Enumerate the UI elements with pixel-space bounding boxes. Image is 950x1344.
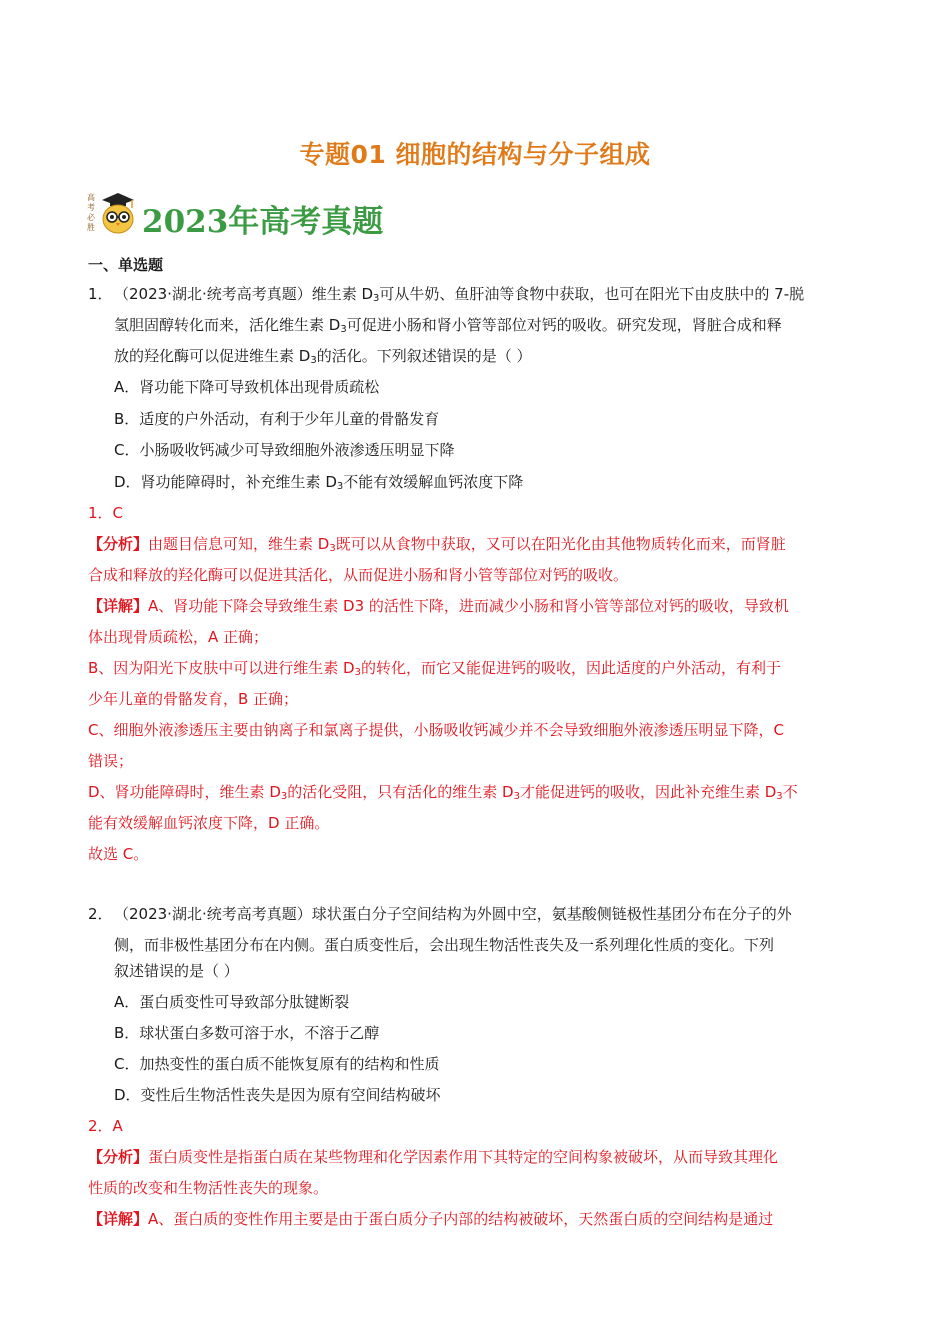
analysis-line: 错误； bbox=[88, 752, 134, 770]
option-c: C．小肠吸收钙减少可导致细胞外液渗透压明显下降 bbox=[114, 441, 455, 459]
svg-text:胜: 胜 bbox=[87, 223, 95, 232]
question-stem-line: 放的羟化酶可以促进维生素 $D_3$的活化。下列叙述错误的是（ ） bbox=[114, 347, 532, 366]
analysis-line: C、细胞外液渗透压主要由钠离子和氯离子提供，小肠吸收钙减少并不会导致细胞外液渗透压明显下降，C bbox=[88, 721, 784, 739]
analysis-line: 性质的改变和生物活性丧失的现象。 bbox=[88, 1179, 329, 1197]
answer-label: 2．A bbox=[88, 1117, 123, 1135]
analysis-line: 【分析】蛋白质变性是指蛋白质在某些物理和化学因素作用下其特定的空间构象被破坏，从而导致其理化 bbox=[88, 1148, 779, 1166]
analysis-line: 体出现骨质疏松，A 正确； bbox=[88, 628, 269, 646]
option-b: B．球状蛋白多数可溶于水，不溶于乙醇 bbox=[114, 1024, 380, 1042]
section-heading: 一、单选题 bbox=[88, 256, 164, 274]
analysis-line: 能有效缓解血钙浓度下降，D 正确。 bbox=[88, 814, 330, 832]
question-stem-line: 氢胆固醇转化而来，活化维生素 $D_3$可促进小肠和肾小管等部位对钙的吸收。研究发现，肾脏合成和释 bbox=[114, 316, 782, 335]
analysis-line: D、肾功能障碍时，维生素 $D_3$的活化受阻，只有活化的维生素 $D_3$才能促进钙的吸收，因此补充维生素 $D_3$不 bbox=[88, 783, 798, 802]
answer-label: 1．C bbox=[88, 504, 124, 522]
svg-text:高: 高 bbox=[87, 193, 95, 202]
option-a: A．蛋白质变性可导致部分肽键断裂 bbox=[114, 993, 350, 1011]
banner-heading: 2023年高考真题 bbox=[142, 204, 384, 240]
option-d: D．变性后生物活性丧失是因为原有空间结构破坏 bbox=[114, 1086, 441, 1104]
question-number: 1． bbox=[88, 285, 113, 303]
analysis-line: 【详解】A、蛋白质的变性作用主要是由于蛋白质分子内部的结构被破坏，天然蛋白质的空间结构是通过 bbox=[88, 1210, 774, 1228]
option-c: C．加热变性的蛋白质不能恢复原有的结构和性质 bbox=[114, 1055, 440, 1073]
owl-badge-icon bbox=[86, 190, 140, 238]
analysis-line: B、因为阳光下皮肤中可以进行维生素 $D_3$的转化，而它又能促进钙的吸收，因此适度的户外活动，有利于 bbox=[88, 659, 782, 678]
analysis-line: 故选 C。 bbox=[88, 845, 149, 863]
analysis-line: 【详解】A、肾功能下降会导致维生素 D3 的活性下降，进而减少小肠和肾小管等部位对钙的吸收，导致机 bbox=[88, 597, 789, 615]
page-title: 专题01 细胞的结构与分子组成 bbox=[299, 140, 651, 169]
question-number: 2． bbox=[88, 905, 113, 923]
analysis-line: 合成和释放的羟化酶可以促进其活化，从而促进小肠和肾小管等部位对钙的吸收。 bbox=[88, 566, 629, 584]
option-d: D．肾功能障碍时，补充维生素 $D_3$不能有效缓解血钙浓度下降 bbox=[114, 473, 524, 492]
svg-text:考: 考 bbox=[87, 203, 95, 212]
option-a: A．肾功能下降可导致机体出现骨质疏松 bbox=[114, 378, 380, 396]
question-stem-line: （2023·湖北·统考高考真题）维生素 $D_3$可从牛奶、鱼肝油等食物中获取，也可在阳光下由皮肤中的 7-脱 bbox=[114, 285, 805, 304]
question-stem-line: 侧，而非极性基团分布在内侧。蛋白质变性后，会出现生物活性丧失及一系列理化性质的变化。下列 bbox=[114, 936, 775, 954]
svg-text:必: 必 bbox=[87, 213, 95, 222]
question-stem-line: （2023·湖北·统考高考真题）球状蛋白分子空间结构为外圆中空，氨基酸侧链极性基团分布在分子的外 bbox=[114, 905, 792, 923]
analysis-line: 【分析】由题目信息可知，维生素 $D_3$既可以从食物中获取，又可以在阳光化由其他物质转化而来，而肾脏 bbox=[88, 535, 786, 554]
option-b: B．适度的户外活动，有利于少年儿童的骨骼发育 bbox=[114, 410, 440, 428]
question-stem-line: 叙述错误的是（ ） bbox=[114, 962, 239, 980]
analysis-line: 少年儿童的骨骼发育，B 正确； bbox=[88, 690, 299, 708]
